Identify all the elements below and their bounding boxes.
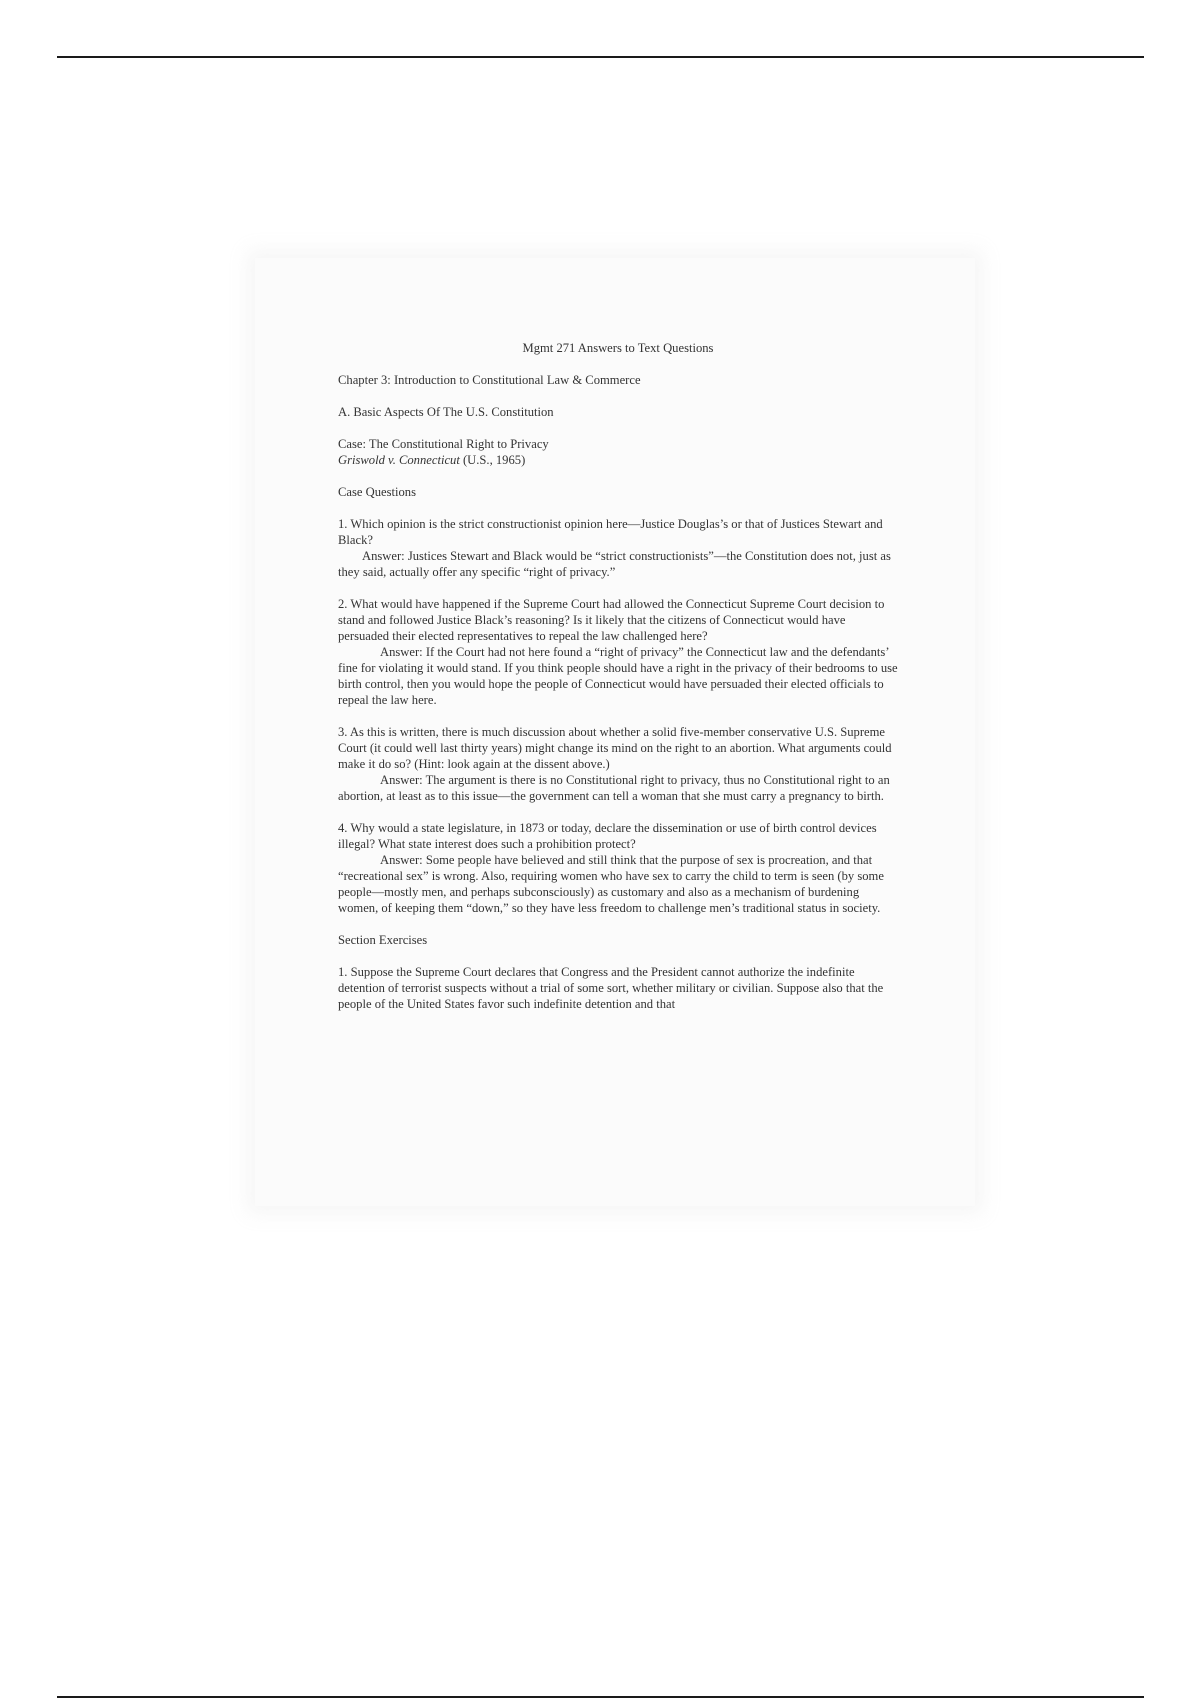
document-title: Mgmt 271 Answers to Text Questions <box>522 341 714 355</box>
question-1: 1. Which opinion is the strict constructionist opinion here—Justice Douglas’s or that of Justices Stewart and Black? <box>338 517 883 547</box>
section-exercises-heading: Section Exercises <box>338 933 428 947</box>
answer-4: Answer: Some people have believed and still think that the purpose of sex is procreation, and that “recreational sex” is wrong. Also, requiring women who have sex to carry the child to term is seen (by some people—mostly men, and perhaps subconsciously) as customary and also as a mechanism of burdening women, of keeping them “down,” so they have less freedom to challenge men’s traditional status in society. <box>338 853 884 915</box>
question-2: 2. What would have happened if the Supreme Court had allowed the Connecticut Supreme Court decision to stand and followed Justice Black’s reasoning? Is it likely that the citizens of Connecticut would have persuaded their elected representatives to repeal the law challenged here? <box>338 597 885 643</box>
case-questions-heading: Case Questions <box>338 485 417 499</box>
case-name: Griswold v. Connecticut <box>338 453 460 467</box>
question-4: 4. Why would a state legislature, in 1873 or today, declare the dissemination or use of birth control devices illegal? What state interest does such a prohibition protect? <box>338 821 877 851</box>
section-heading: A. Basic Aspects Of The U.S. Constitution <box>338 405 554 419</box>
answer-1: Answer: Justices Stewart and Black would be “strict constructionists”—the Constitution does not, just as they said, actually offer any specific “right of privacy.” <box>338 549 891 579</box>
top-rule <box>57 56 1144 58</box>
case-title: Case: The Constitutional Right to Privacy <box>338 437 549 451</box>
exercise-1: 1. Suppose the Supreme Court declares that Congress and the President cannot authorize the indefinite detention of terrorist suspects without a trial of some sort, whether military or civilian. Suppose also that the people of the United States favor such indefinite detention and that <box>338 965 884 1011</box>
bottom-rule <box>57 1696 1144 1698</box>
case-citation-line <box>338 452 898 468</box>
chapter-heading: Chapter 3: Introduction to Constitutional Law & Commerce <box>338 373 641 387</box>
answer-3: Answer: The argument is there is no Constitutional right to privacy, thus no Constitutional right to an abortion, at least as to this issue—the government can tell a woman that she must carry a pregnancy to birth. <box>338 773 890 803</box>
question-3: 3. As this is written, there is much discussion about whether a solid five-member conservative U.S. Supreme Court (it could well last thirty years) might change its mind on the right to an abortion. What arguments could make it do so? (Hint: look again at the dissent above.) <box>338 725 892 771</box>
document-body <box>338 340 898 1012</box>
answer-2: Answer: If the Court had not here found a “right of privacy” the Connecticut law and the defendants’ fine for violating it would stand. If you think people should have a right in the privacy of their bedrooms to use birth control, then you would hope the people of Connecticut would have persuaded their elected officials to repeal the law here. <box>338 645 898 707</box>
case-citation: (U.S., 1965) <box>459 453 526 467</box>
